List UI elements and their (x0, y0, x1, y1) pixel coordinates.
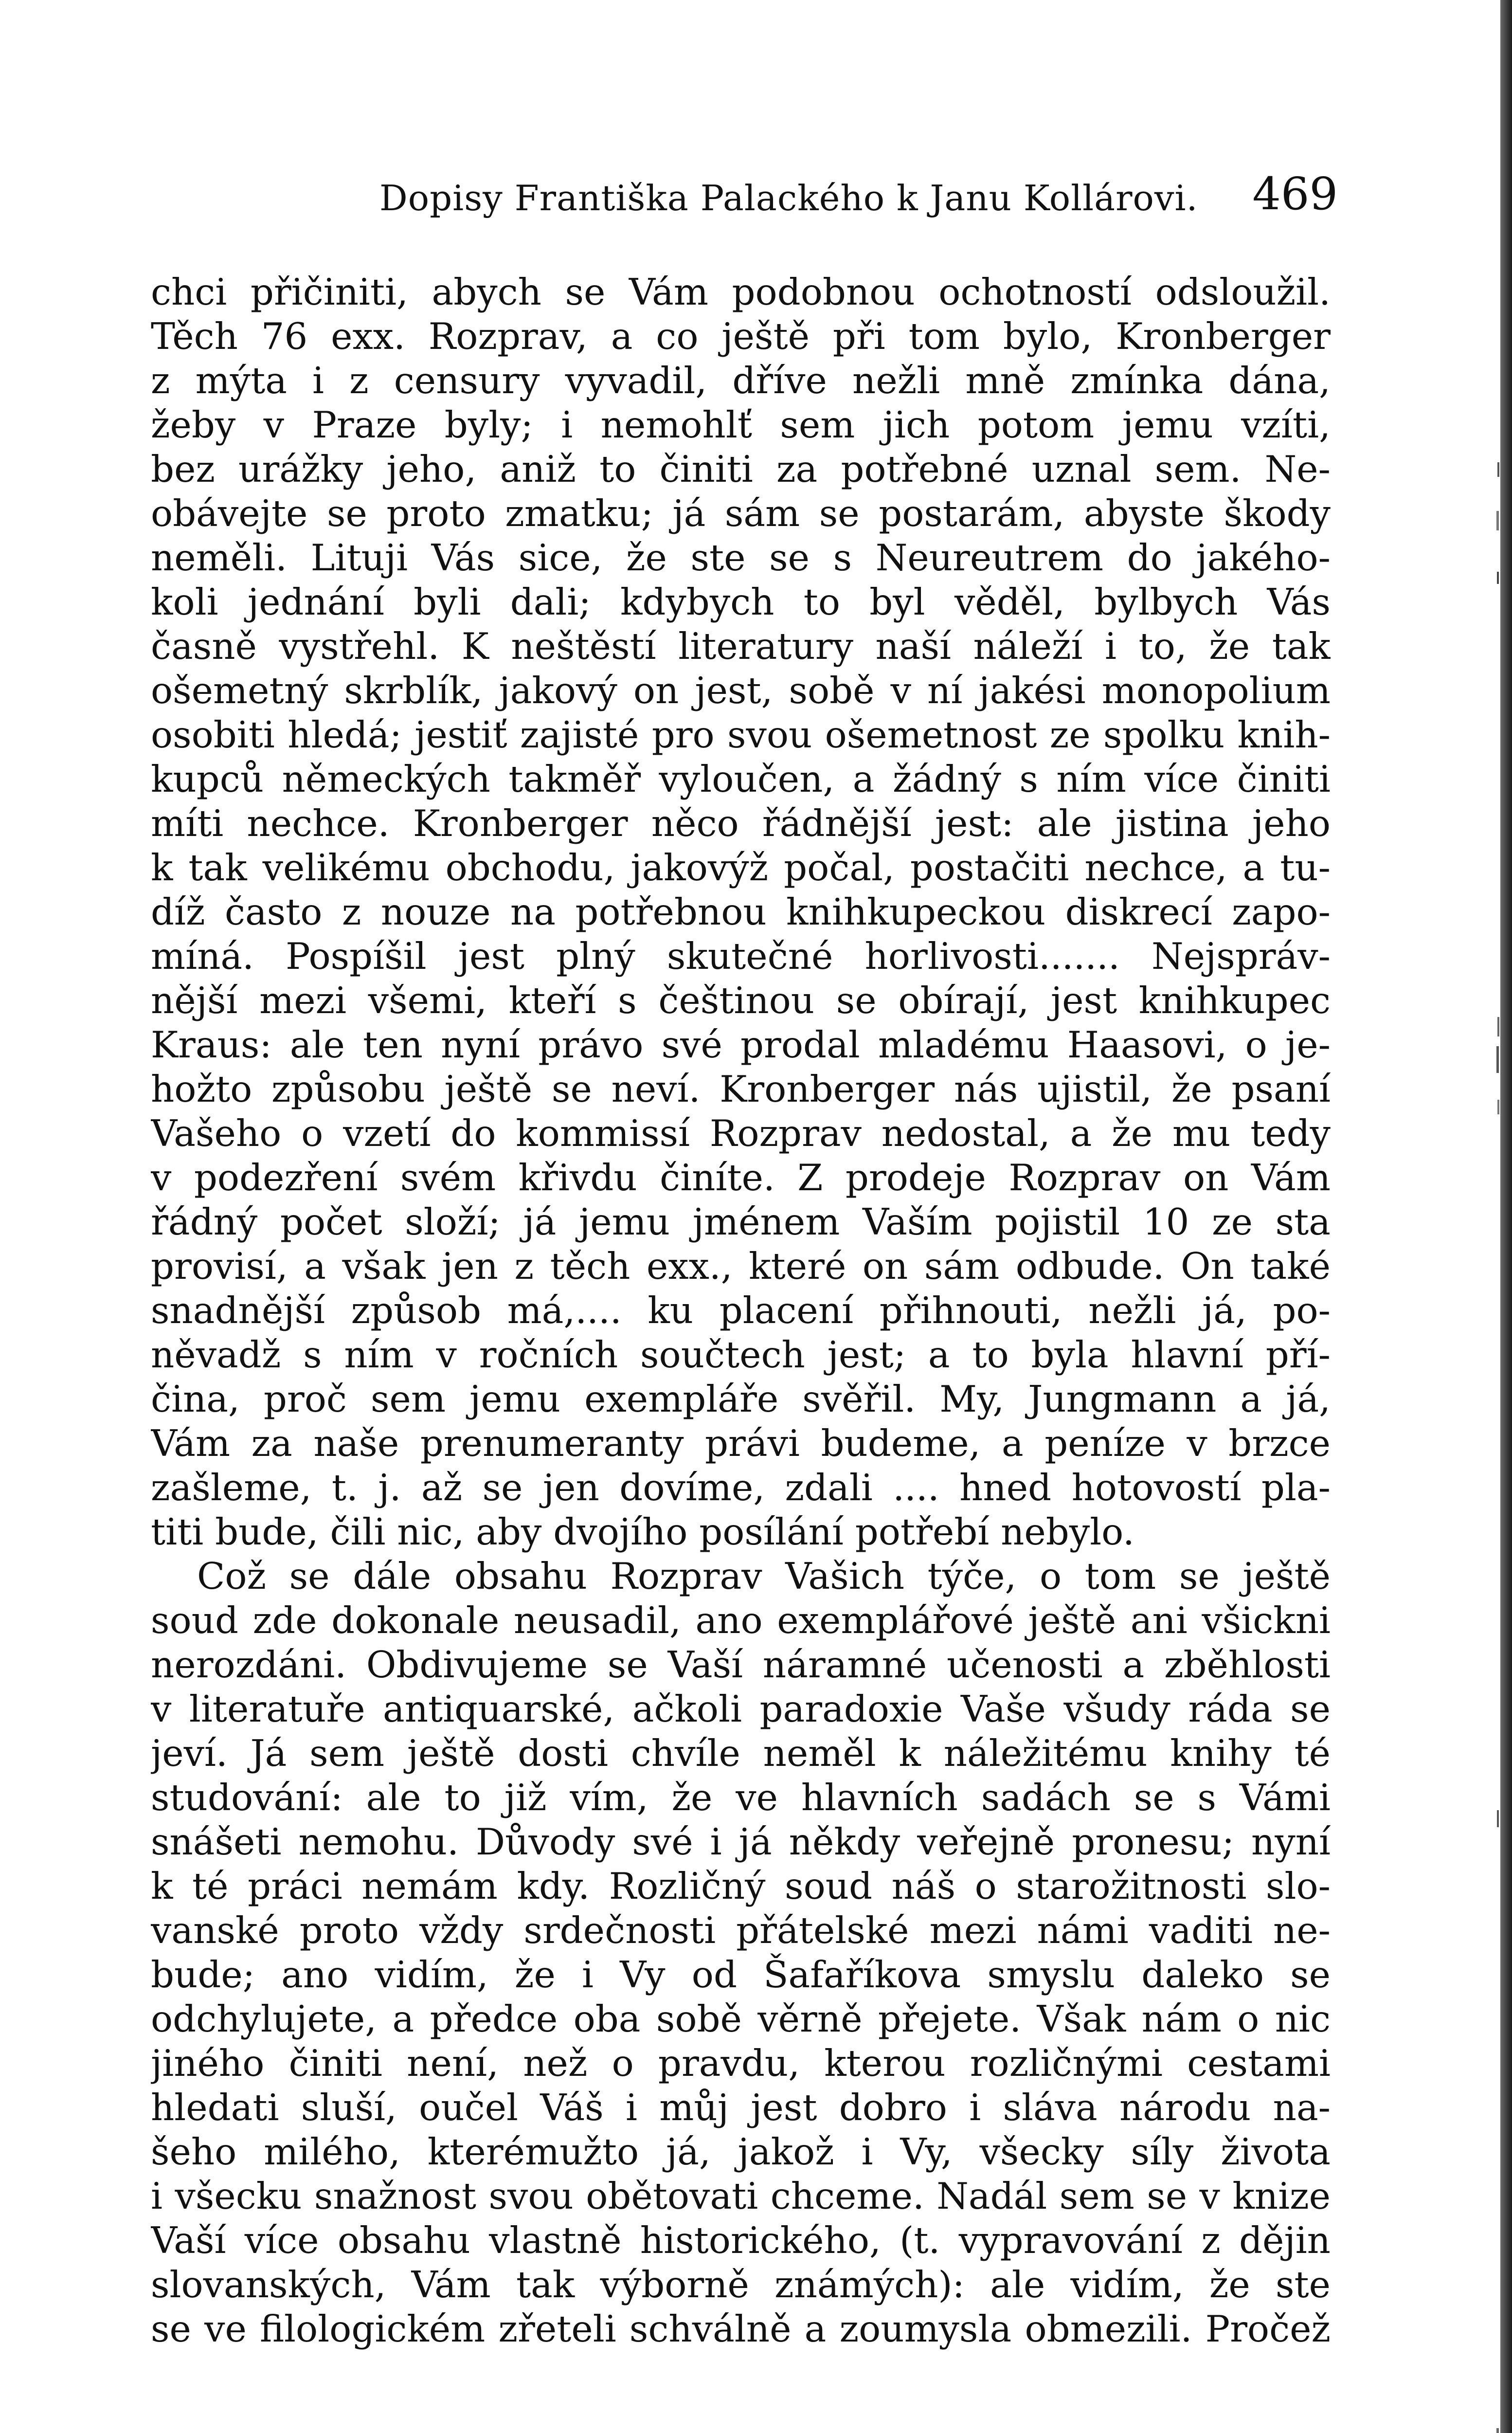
text-line: k tak velikému obchodu, jakovýž počal, postačiti nechce, a tu- (151, 846, 1331, 889)
text-line: v literatuře antiquarské, ačkoli paradoxie Vaše všudy ráda se (151, 1688, 1331, 1730)
text-line: něvadž s ním v ročních součtech jest; a to byla hlavní pří- (151, 1333, 1331, 1376)
text-line: slovanských, Vám tak výborně známých): ale vidím, že ste (151, 2263, 1331, 2306)
text-line: z mýta i z censury vyvadil, dříve nežli mně zmínka dána, (151, 359, 1331, 402)
text-line: nější mezi všemi, kteří s češtinou se obírají, jest knihkupec (151, 979, 1331, 1022)
text-line: obávejte se proto zmatku; já sám se postarám, abyste škody (151, 492, 1331, 535)
running-title: Dopisy Františka Palackého k Janu Kollárovi. (379, 178, 1198, 218)
text-line: Kraus: ale ten nyní právo své prodal mladému Haasovi, o je- (151, 1023, 1331, 1066)
text-line: studování: ale to již vím, že ve hlavních sadách se s Vámi (151, 1776, 1331, 1819)
text-line: časně vystřehl. K neštěstí literatury naší náleží i to, že tak (151, 625, 1331, 668)
text-line: míná. Pospíšil jest plný skutečné horlivosti....... Nejspráv- (151, 935, 1331, 978)
text-line: soud zde dokonale neusadil, ano exemplářové ještě ani všickni (151, 1599, 1331, 1642)
text-line: k té práci nemám kdy. Rozličný soud náš o starožitnosti slo- (151, 1865, 1331, 1907)
text-line: snášeti nemohu. Důvody své i já někdy veřejně pronesu; nyní (151, 1820, 1331, 1863)
text-line: provisí, a však jen z těch exx., které on sám odbude. On také (151, 1245, 1331, 1288)
text-line: koli jednání byli dali; kdybych to byl věděl, bylbych Vás (151, 581, 1331, 623)
text-line: Což se dále obsahu Rozprav Vašich týče, o tom se ještě (197, 1555, 1331, 1598)
text-line: ošemetný skrblík, jakový on jest, sobě v ní jakési monopolium (151, 669, 1331, 712)
binding-edge-marks (1491, 0, 1500, 2433)
text-line: žeby v Praze byly; i nemohlť sem jich potom jemu vzíti, (151, 403, 1331, 446)
text-line: hledati sluší, oučel Váš i můj jest dobro i sláva národu na- (151, 2086, 1331, 2129)
text-line: Vám za naše prenumeranty právi budeme, a peníze v brzce (151, 1422, 1331, 1465)
text-line: snadnější způsob má,.... ku placení přihnouti, nežli já, po- (151, 1289, 1331, 1332)
text-line: čina, proč sem jemu exempláře svěřil. My, Jungmann a já, (151, 1378, 1331, 1420)
text-line: titi bude, čili nic, aby dvojího posílání potřebí nebylo. (151, 1510, 1134, 1553)
text-line: chci přičiniti, abych se Vám podobnou ochotností odsloužil. (151, 271, 1331, 313)
text-line: bude; ano vidím, že i Vy od Šafaříkova smyslu daleko se (151, 1953, 1331, 1996)
body-text (151, 270, 1331, 2351)
text-line: míti nechce. Kronberger něco řádnější jest: ale jistina jeho (151, 802, 1331, 845)
text-line: šeho milého, kterémužto já, jakož i Vy, všecky síly života (151, 2130, 1331, 2173)
text-line: jiného činiti není, než o pravdu, kterou rozličnými cestami (151, 2042, 1331, 2085)
text-line: v podezření svém křivdu činíte. Z prodeje Rozprav on Vám (151, 1156, 1331, 1199)
text-line: osobiti hledá; jestiť zajisté pro svou ošemetnost ze spolku knih- (151, 713, 1331, 756)
text-line: díž často z nouze na potřebnou knihkupeckou diskrecí zapo- (151, 890, 1331, 933)
text-line: vanské proto vždy srdečnosti přátelské mezi námi vaditi ne- (151, 1909, 1331, 1952)
text-line: se ve filologickém zřeteli schválně a zoumysla obmezili. Pročež (151, 2307, 1331, 2350)
text-line: neměli. Lituji Vás sice, že ste se s Neureutrem do jakého- (151, 536, 1331, 579)
text-line: zašleme, t. j. až se jen dovíme, zdali .... hned hotovostí pla- (151, 1466, 1331, 1509)
text-line: i všecku snažnost svou obětovati chceme. Nadál sem se v knize (151, 2175, 1331, 2217)
text-line: Vaší více obsahu vlastně historického, (t. vypravování z dějin (151, 2219, 1331, 2262)
page-edge (1500, 0, 1512, 2433)
text-line: nerozdáni. Obdivujeme se Vaší náramné učenosti a zběhlosti (151, 1643, 1331, 1686)
page-header (195, 168, 1338, 221)
text-line: bez urážky jeho, aniž to činiti za potřebné uznal sem. Ne- (151, 448, 1331, 490)
text-line: Těch 76 exx. Rozprav, a co ještě při tom bylo, Kronberger (151, 315, 1331, 358)
text-line: jeví. Já sem ještě dosti chvíle neměl k náležitému knihy té (151, 1732, 1331, 1775)
text-line: odchylujete, a předce oba sobě věrně přejete. Však nám o nic (151, 1997, 1331, 2040)
text-line: kupců německých takměř vyloučen, a žádný s ním více činiti (151, 758, 1331, 800)
page-number: 469 (1252, 168, 1338, 220)
text-line: hožto způsobu ještě se neví. Kronberger nás ujistil, že psaní (151, 1068, 1331, 1110)
text-line: řádný počet složí; já jemu jménem Vaším pojistil 10 ze sta (151, 1200, 1331, 1243)
text-line: Vašeho o vzetí do kommissí Rozprav nedostal, a že mu tedy (151, 1112, 1331, 1155)
